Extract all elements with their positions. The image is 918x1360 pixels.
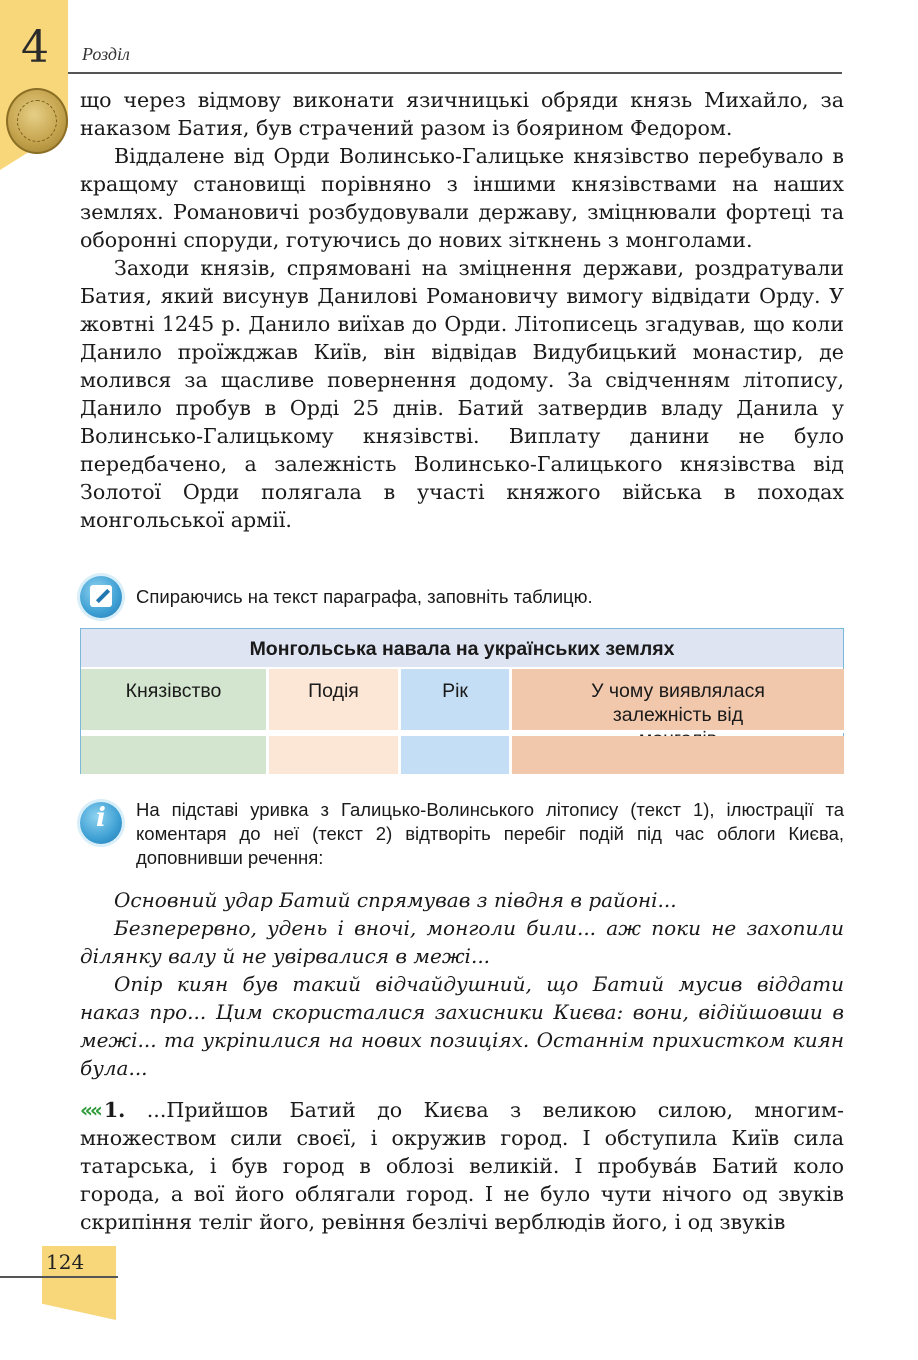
body-paragraph: Віддалене від Орди Волинсько-Галицьке князівство перебувало в кращому становищі порівняно з іншими князівствами на наших землях. Романовичі розбудовували державу, зміцнювали фортеці та оборонні споруди, готуючись до нових зіткнень з монголами. <box>80 144 844 252</box>
exercise-sentence: Основний удар Батий спрямував з півдня в районі... <box>114 888 677 912</box>
coin-seal-icon <box>6 88 68 154</box>
column-header-principality: Князівство <box>81 669 269 733</box>
column-header-year: Рік <box>401 669 512 733</box>
chapter-number: 4 <box>21 22 49 73</box>
quote-text: ...Прийшов Батий до Києва з великою силою, многим-множеством сили своєї, і окружив город. І обступила Київ сила татарська, і був город в облозі великій. І пробува́в Батий коло города, а вої його облягали город. І не було чути нічого од звуків скрипіння теліг його, ревіння безлічі верблюдів його, і од звуків <box>80 1098 845 1234</box>
chapter-label: Розділ <box>82 44 130 64</box>
page-number: 124 <box>46 1250 85 1274</box>
header-divider <box>68 72 842 74</box>
pencil-icon <box>80 576 122 618</box>
exercise-sentences <box>80 886 844 1082</box>
task-fill-table <box>80 576 844 620</box>
table-cell-principality[interactable] <box>81 736 269 774</box>
table-cell-event[interactable] <box>269 736 401 774</box>
task-text: На підставі уривка з Галицько-Волинського літопису (текст 1), ілюстрації та коментаря до неї (текст 2) відтворіть перебіг подій під час облоги Києва, доповнивши речення: <box>136 799 844 868</box>
exercise-sentence: Опір киян був такий відчайдушний, що Батий мусив віддати наказ про... Цим скористалися захисники Києва: вони, відійшовши в межі... та укріпилися на нових позиціях. Останнім прихистком киян була... <box>80 972 844 1080</box>
column-header-dependence: У чому виявлялася залежність від <box>512 669 844 733</box>
body-paragraph: Заходи князів, спрямовані на зміцнення держави, роздратували Батия, який висунув Данилові Романовичу вимогу відвідати Орду. У жовтні 1245 р. Данило виїхав до Орди. Літописець згадував, що коли Данило проїжджав Київ, він відвідав Видубицький монастир, де молився за щасливе повернення додому. За свідченням літопису, Данило пробув в Орді 25 днів. Батий затвердив владу Данила у Волинсько-Галицькому князівстві. Виплату данини не було передбачено, а залежність Волинсько-Галицького князівства від Золотої Орди полягала в участі княжого війська в походах монгольської армії. <box>80 256 844 532</box>
body-text <box>80 86 844 534</box>
column-header-event: Подія <box>269 669 401 733</box>
footer-divider <box>0 1276 118 1278</box>
source-quote <box>80 1096 844 1236</box>
table-cell-dependence[interactable] <box>512 736 844 774</box>
double-chevron-icon: «« <box>80 1098 100 1122</box>
exercise-sentence: Безперервно, удень і вночі, монголи били... аж поки не захопили ділянку валу й не увірвалися в межі... <box>80 916 844 968</box>
quote-number: 1. <box>103 1098 126 1122</box>
mongol-invasion-table <box>80 628 844 774</box>
task-text: Спираючись на текст параграфа, заповніть таблицю. <box>136 586 593 607</box>
body-paragraph: що через відмову виконати язичницькі обряди князь Михайло, за наказом Батия, був страчений разом із боярином Федором. <box>80 88 844 140</box>
table-cell-year[interactable] <box>401 736 512 774</box>
table-title: Монгольська навала на українських землях <box>81 629 843 669</box>
info-icon: i <box>80 802 122 844</box>
task-siege-kyiv <box>80 798 844 874</box>
